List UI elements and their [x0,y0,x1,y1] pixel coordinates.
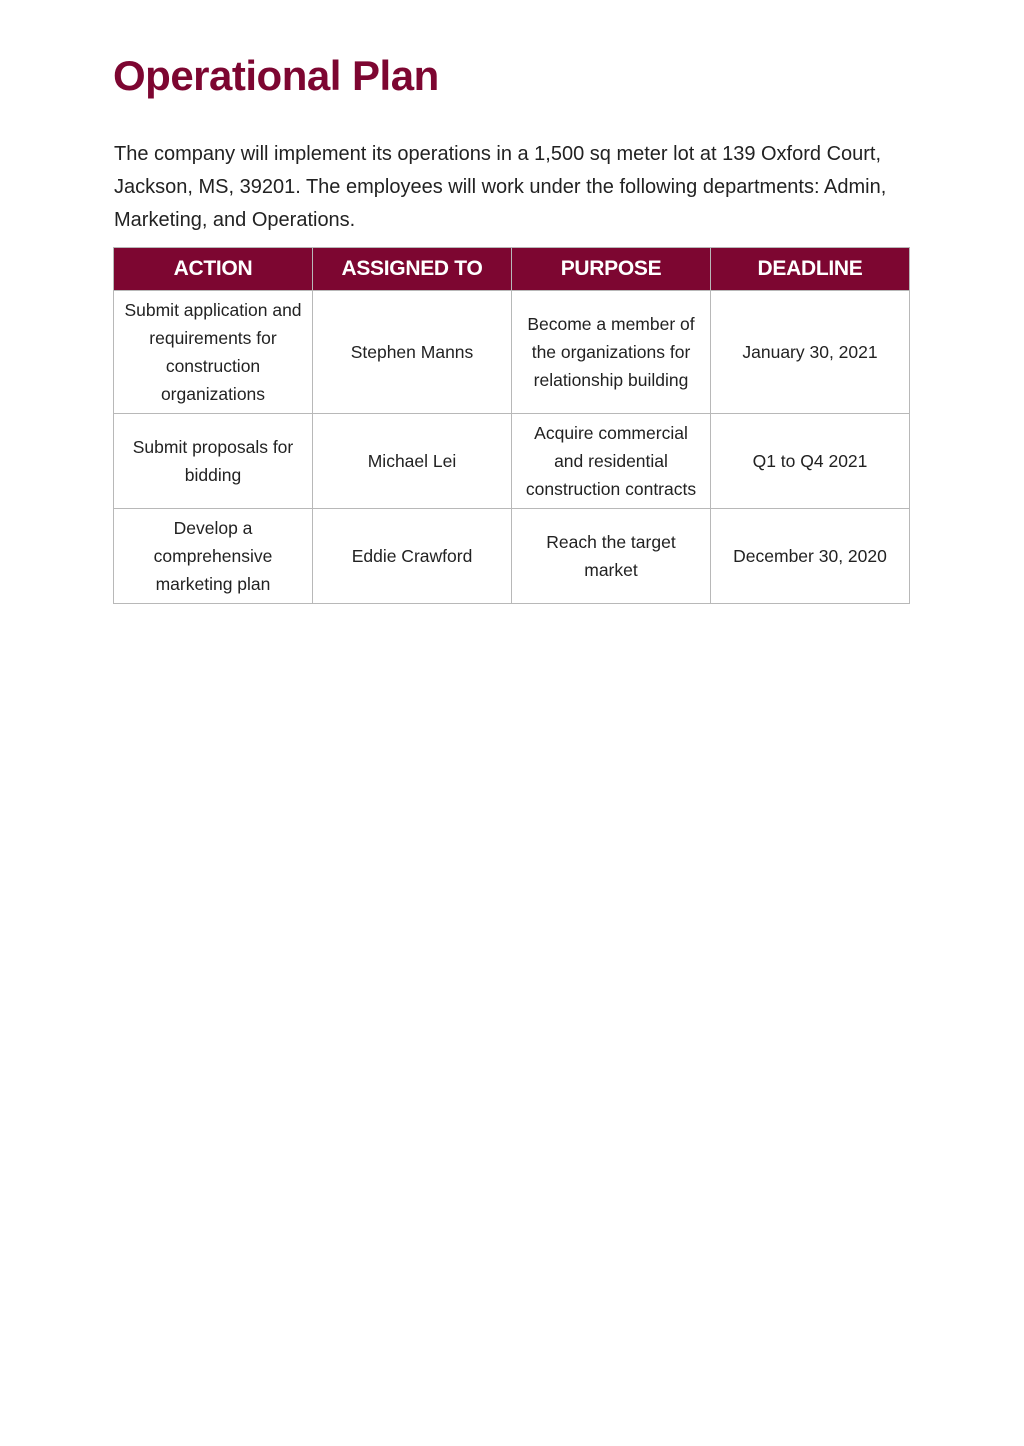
cell-purpose: Acquire commercial and residential construction contracts [512,414,711,509]
header-action: ACTION [114,248,313,291]
table-header-row [114,248,910,291]
cell-action: Submit proposals for bidding [114,414,313,509]
cell-assigned-to: Michael Lei [313,414,512,509]
cell-assigned-to: Stephen Manns [313,291,512,414]
header-assigned-to: ASSIGNED TO [313,248,512,291]
intro-paragraph: The company will implement its operations in a 1,500 sq meter lot at 139 Oxford Court, Jackson, MS, 39201. The employees will work under the following departments: Admin, Marketing, and Operations. [114,143,887,231]
table-row [114,509,910,604]
operational-plan-table [113,247,910,604]
cell-deadline: December 30, 2020 [711,509,910,604]
cell-action: Develop a comprehensive marketing plan [114,509,313,604]
cell-deadline: Q1 to Q4 2021 [711,414,910,509]
cell-purpose: Reach the target market [512,509,711,604]
header-purpose: PURPOSE [512,248,711,291]
table-row [114,291,910,414]
page-title: Operational Plan [113,52,439,99]
cell-action: Submit application and requirements for construction organizations [114,291,313,414]
cell-assigned-to: Eddie Crawford [313,509,512,604]
cell-purpose: Become a member of the organizations for relationship building [512,291,711,414]
cell-deadline: January 30, 2021 [711,291,910,414]
header-deadline: DEADLINE [711,248,910,291]
table-row [114,414,910,509]
